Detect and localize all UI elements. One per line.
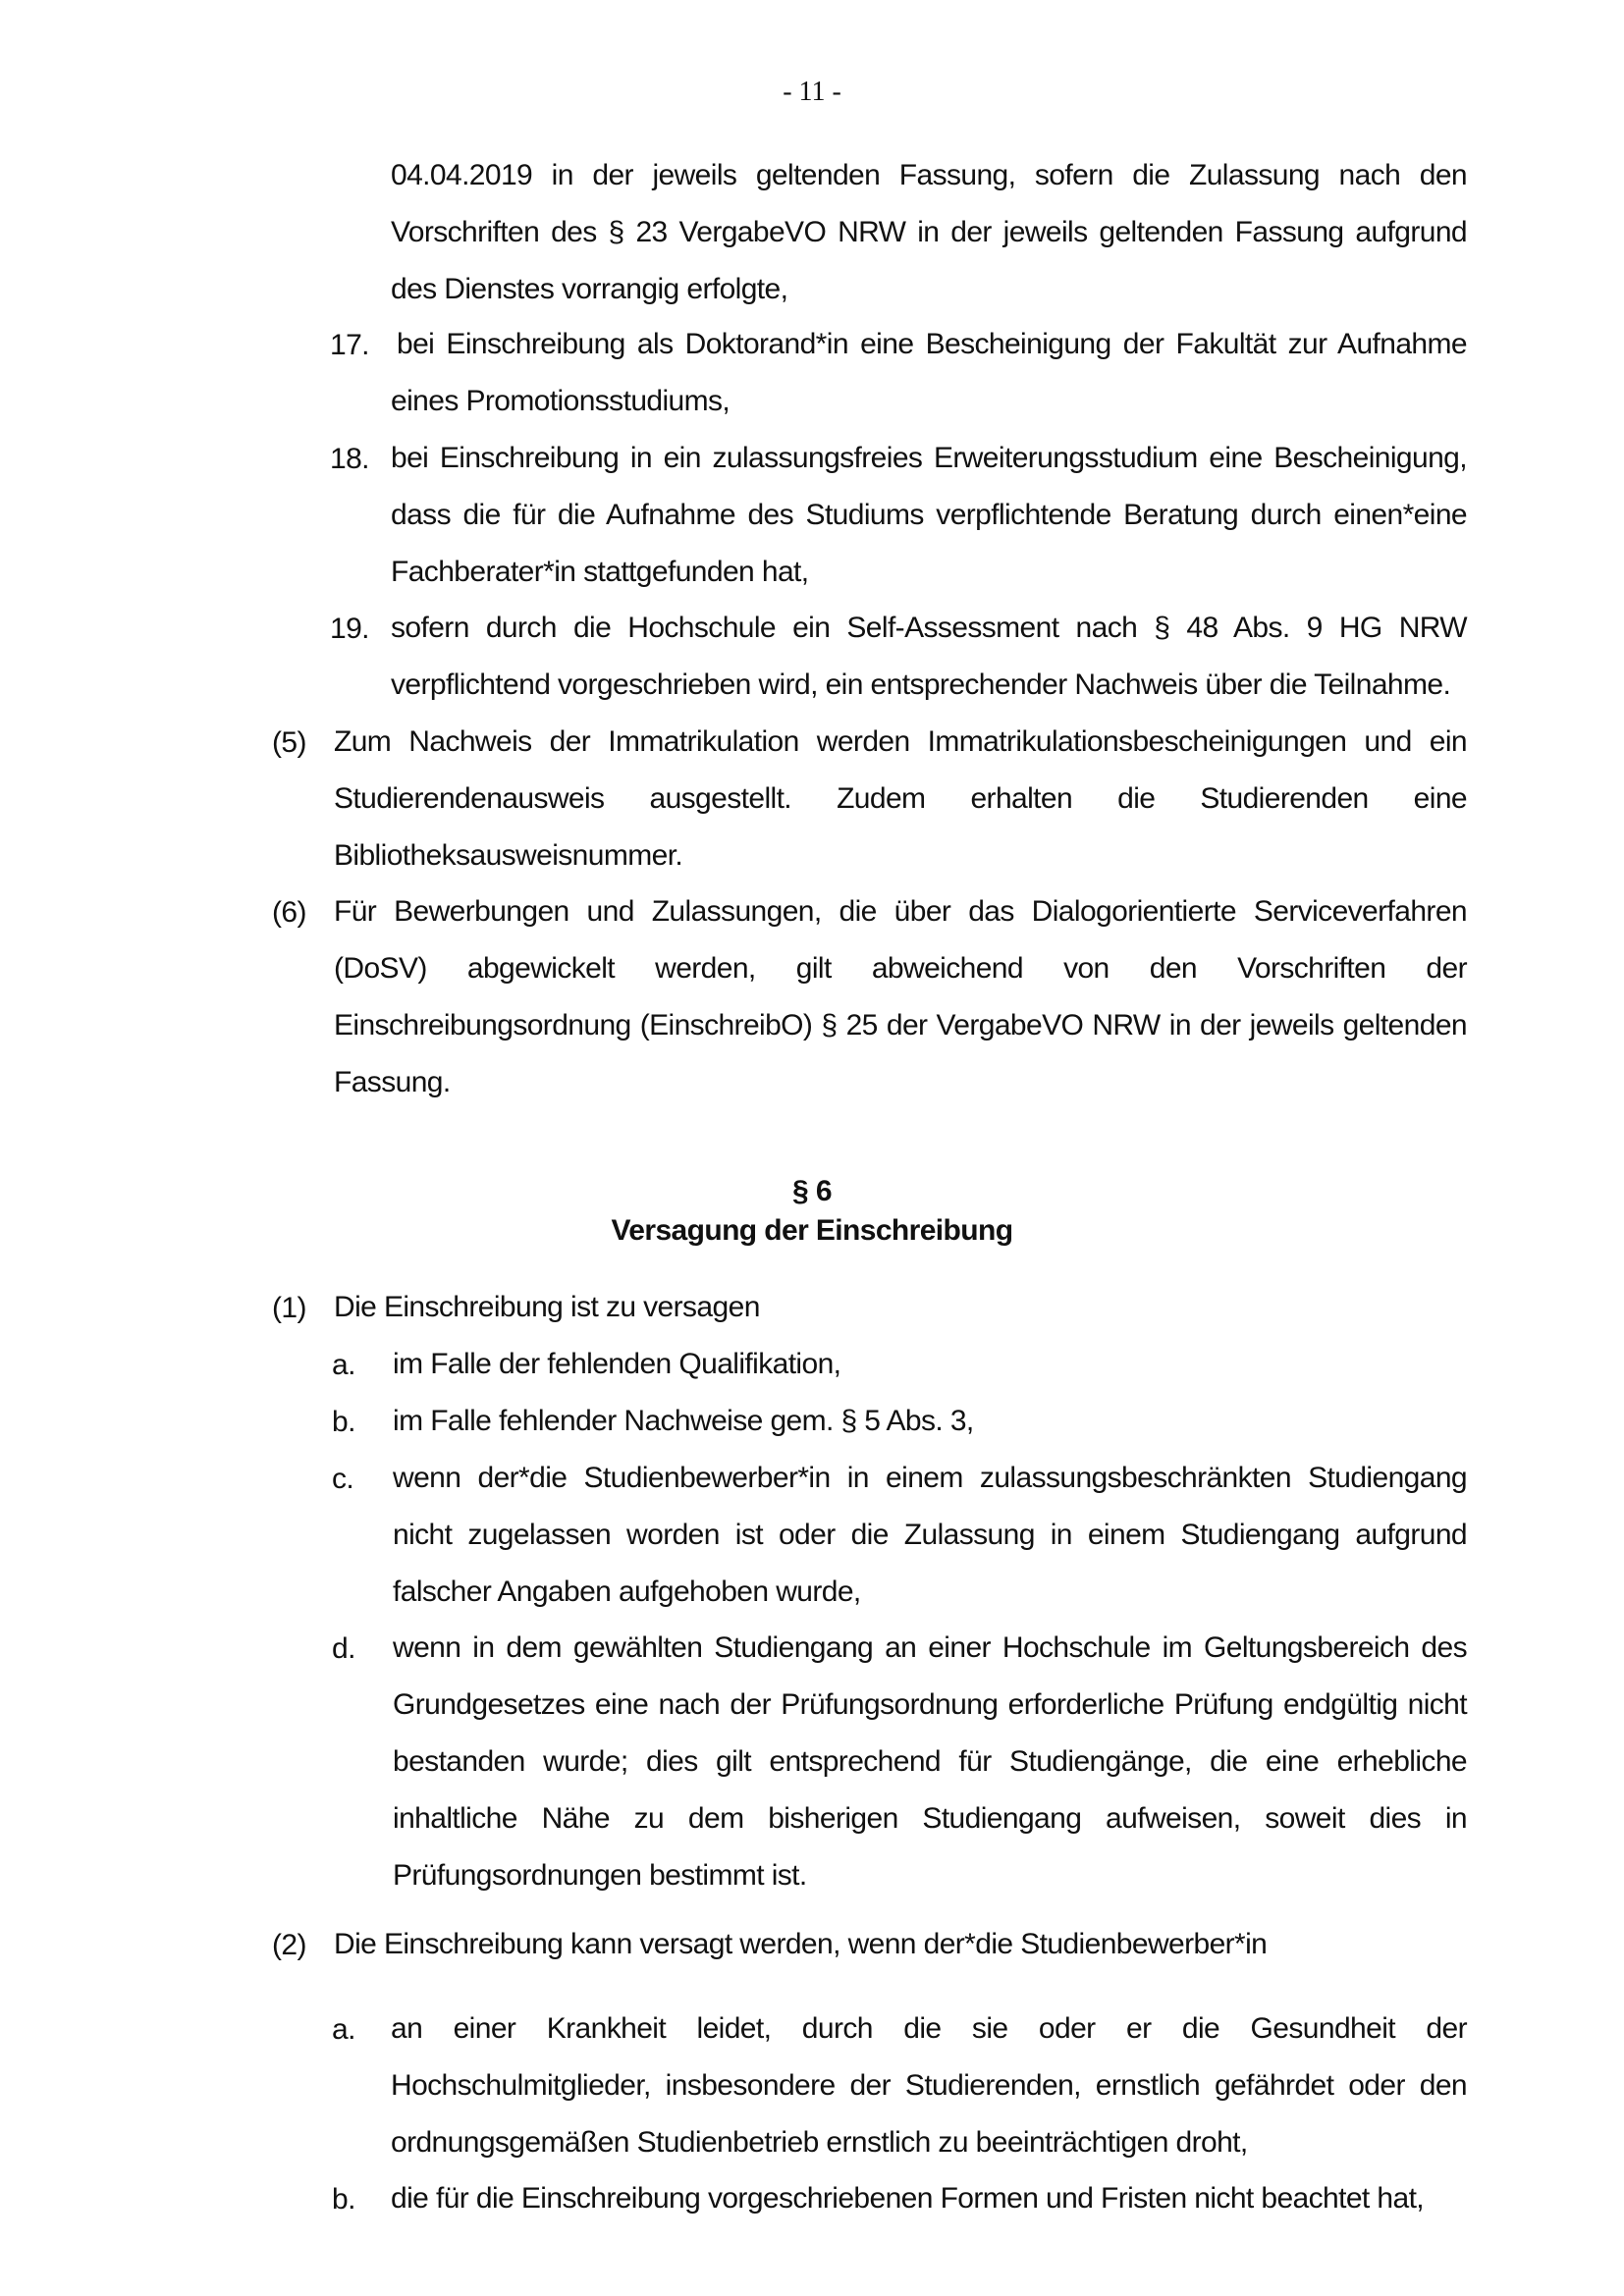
- list-item-text: im Falle der fehlenden Qualifikation,: [393, 1348, 841, 1380]
- list-item-marker: a.: [332, 1349, 355, 1381]
- paragraph-marker: (2): [272, 1929, 306, 1961]
- list-item-marker: c.: [332, 1463, 354, 1495]
- paragraph-marker: (5): [272, 726, 306, 759]
- continuation-text: 04.04.2019 in der jeweils geltenden Fassung, sofern die Zulassung nach den Vorschriften des § 23 VergabeVO NRW in der jeweils geltenden Fassung aufgrund des Dienstes vorrangig erfolgte,: [391, 159, 1467, 305]
- list-item-marker: 18.: [330, 443, 369, 475]
- paragraph-marker: (6): [272, 896, 306, 929]
- paragraph-text: Zum Nachweis der Immatrikulation werden Immatrikulationsbescheinigungen und ein Studierendenausweis ausgestellt. Zudem erhalten die Studierenden eine Bibliotheksausweisnummer.: [334, 725, 1467, 872]
- paragraph-text: Die Einschreibung ist zu versagen: [334, 1291, 760, 1323]
- paragraph-text: Für Bewerbungen und Zulassungen, die über das Dialogorientierte Serviceverfahren (DoSV) abgewickelt werden, gilt abweichend von den Vorschriften der Einschreibungsordnung (EinschreibO) § 25 der VergabeVO NRW in der jeweils geltenden Fassung.: [334, 895, 1467, 1098]
- section-title: Versagung der Einschreibung: [611, 1214, 1013, 1247]
- list-item-text: wenn der*die Studienbewerber*in in einem zulassungsbeschränkten Studiengang nicht zugelassen worden ist oder die Zulassung in einem Studiengang aufgrund falscher Angaben aufgehoben wurde,: [393, 1462, 1467, 1608]
- list-item-text: wenn in dem gewählten Studiengang an einer Hochschule im Geltungsbereich des Grundgesetzes eine nach der Prüfungsordnung erforderliche Prüfung endgültig nicht bestanden wurde; dies gilt entsprechend für Studiengänge, die eine erhebliche inhaltliche Nähe zu dem bisherigen Studiengang aufweisen, soweit dies in Prüfungsordnungen bestimmt ist.: [393, 1631, 1467, 1892]
- list-item-marker: 19.: [330, 613, 369, 645]
- list-item-marker: b.: [332, 2183, 355, 2216]
- section-number: § 6: [792, 1175, 832, 1207]
- list-item-text: an einer Krankheit leidet, durch die sie oder er die Gesundheit der Hochschulmitglieder, insbesondere der Studierenden, ernstlich gefährdet oder den ordnungsgemäßen Studienbetrieb ernstlich zu beeinträchtigen droht,: [391, 2012, 1467, 2159]
- list-item-text: die für die Einschreibung vorgeschriebenen Formen und Fristen nicht beachtet hat,: [391, 2182, 1425, 2215]
- paragraph-marker: (1): [272, 1292, 306, 1324]
- list-item-marker: 17.: [330, 329, 369, 361]
- list-item-text: bei Einschreibung als Doktorand*in eine Bescheinigung der Fakultät zur Aufnahme eines Promotionsstudiums,: [391, 328, 1467, 417]
- list-item-marker: a.: [332, 2013, 355, 2046]
- list-item-marker: b.: [332, 1406, 355, 1438]
- paragraph-text: Die Einschreibung kann versagt werden, wenn der*die Studienbewerber*in: [334, 1928, 1268, 1960]
- list-item-text: bei Einschreibung in ein zulassungsfreies Erweiterungsstudium eine Bescheinigung, dass die für die Aufnahme des Studiums verpflichtende Beratung durch einen*eine Fachberater*in stattgefunden hat,: [391, 442, 1467, 588]
- list-item-marker: d.: [332, 1632, 355, 1665]
- page-number: - 11 -: [783, 77, 841, 107]
- list-item-text: sofern durch die Hochschule ein Self-Assessment nach § 48 Abs. 9 HG NRW verpflichtend vorgeschrieben wird, ein entsprechender Nachweis über die Teilnahme.: [391, 612, 1467, 701]
- list-item-text: im Falle fehlender Nachweise gem. § 5 Abs. 3,: [393, 1405, 974, 1437]
